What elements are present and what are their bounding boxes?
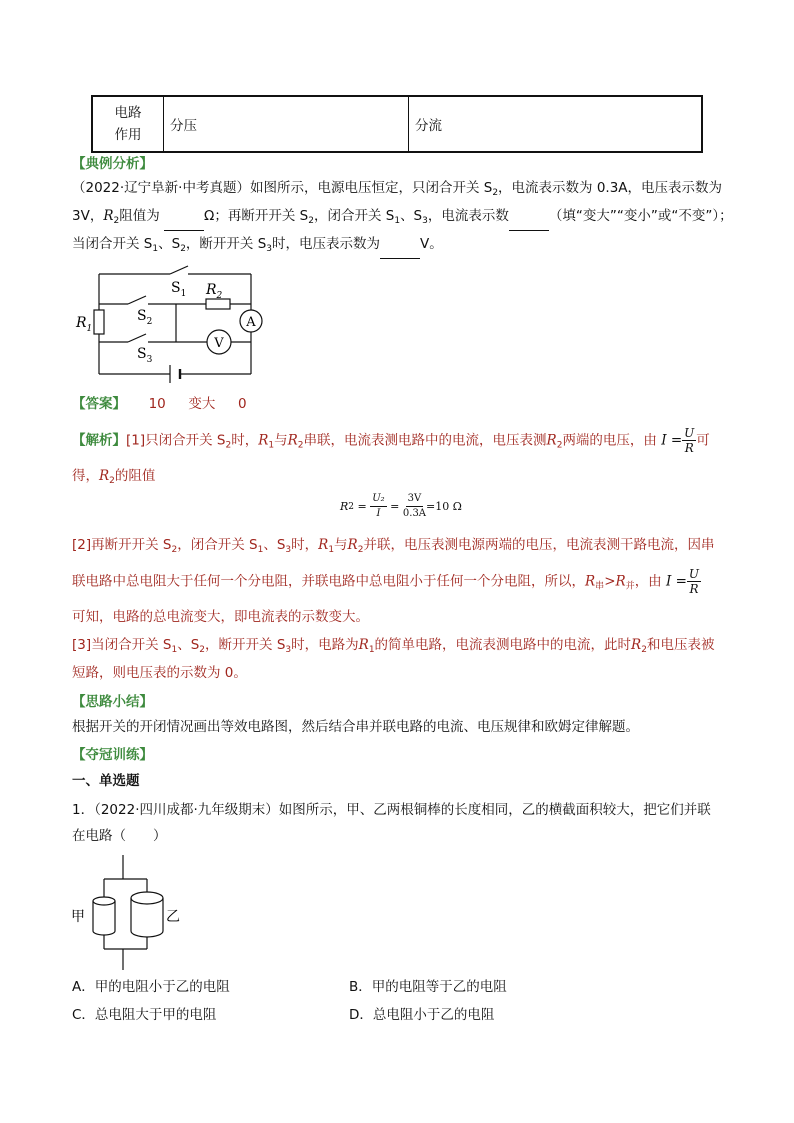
rod-jia-label: 甲 [71,909,85,925]
ohm-fraction-1: $\frac{U}{R}$ [684,426,695,455]
s3-label: $S_3$ [137,346,153,365]
resistance-formula: R 2 = $\frac{\text{U₂}}{I}$ = $\frac{3V}{0.3A}$ =10 Ω [340,493,462,519]
r1-label: $R_1$ [76,315,93,334]
question-1-line-1: 1．（2022·四川成都·九年级期末）如图所示，甲、乙两根铜棒的长度相同，乙的横截面积较大，把它们并联 [72,802,711,818]
comparison-table [91,95,703,153]
summary-heading: 【思路小结】 [72,694,153,710]
series-cell: 分压 [164,96,409,152]
analysis-line-4: 联电路中总电阻大于任何一个分电阻，并联电路中总电阻小于任何一个分电阻，所以，$R_串>R_并$，由 I = $\frac{U}{R}$ [72,567,700,596]
parallel-cell: 分流 [409,96,703,152]
answer-value-2: 变大 [188,396,216,412]
answer-line [72,390,247,418]
summary-text: 根据开关的开闭情况画出等效电路图，然后结合串并联电路的电流、电压规律和欧姆定律解题。 [72,719,639,735]
option-c[interactable]: C．总电阻大于甲的电阻 [72,1007,217,1023]
question-1-line-2: 在电路（ ） [72,828,167,844]
example-line-3: 当闭合开关 $S_1$、$S_2$，断开开关 $S_3$时，电压表示数为 V。 [72,230,443,263]
analysis-line-3: [2]再断开开关 $S_2$，闭合开关 $S_1$、$S_3$时，$R_1$与$R_2$并联，电压表测电源两端的电压，电流表测干路电流，因串 [72,537,715,555]
answer-label: 【答案】 [72,396,126,412]
example-line-1: （2022·辽宁阜新·中考真题）如图所示，电源电压恒定，只闭合开关 $S_2$，电流表示数为 0.3A，电压表示数为 [72,180,723,198]
s1-label: $S_1$ [171,280,187,299]
answer-blank-3[interactable] [380,230,420,259]
r2-label: $R_2$ [206,282,223,301]
ohm-fraction-2: $\frac{U}{R}$ [688,567,700,596]
analysis-line-2: 得，$R_2$的阻值 [72,468,156,486]
row-label-1: 电路 [114,105,142,121]
answer-value-1: 10 [148,396,166,412]
option-a[interactable]: A．甲的电阻小于乙的电阻 [72,979,230,995]
analysis-line-7: 短路，则电压表的示数为 0。 [72,665,247,681]
copper-rods-figure [68,855,188,970]
voltmeter-label: V [214,336,224,351]
answer-blank-2[interactable] [509,202,549,231]
row-label-2: 作用 [114,127,142,143]
training-heading: 【夺冠训练】 [72,747,153,763]
table-row [92,96,702,152]
rod-yi-label: 乙 [166,909,180,925]
option-b[interactable]: B．甲的电阻等于乙的电阻 [349,979,507,995]
row-label-cell [92,96,164,152]
circuit-diagram [70,262,280,387]
analysis-line-1: 【解析】[1]只闭合开关 $S_2$时，$R_1$与$R_2$串联，电流表测电路中的电流，电压表测$R_2$两端的电压，由 I = $\frac{U}{R}$ 可 [72,426,710,455]
answer-blank-1[interactable] [164,202,204,231]
ammeter-label: A [246,315,256,330]
analysis-line-5: 可知，电路的总电流变大，即电流表的示数变大。 [72,609,369,625]
analysis-line-6: [3]当闭合开关 $S_1$、$S_2$，断开开关 $S_3$时，电路为$R_1$的简单电路，电流表测电路中的电流，此时$R_2$和电压表被 [72,637,715,655]
answer-value-3: 0 [237,396,247,412]
section-title: 一、单选题 [72,773,140,789]
s2-label: $S_2$ [137,308,153,327]
option-d[interactable]: D．总电阻小于乙的电阻 [349,1007,495,1023]
r1-resistor [94,310,104,334]
example-line-2: 3V，$R_2$阻值为 Ω；再断开开关 $S_2$，闭合开关 $S_1$、$S_3$，电流表示数 （填“变大”“变小”或“不变”）； [72,202,733,235]
example-heading: 【典例分析】 [72,156,153,172]
